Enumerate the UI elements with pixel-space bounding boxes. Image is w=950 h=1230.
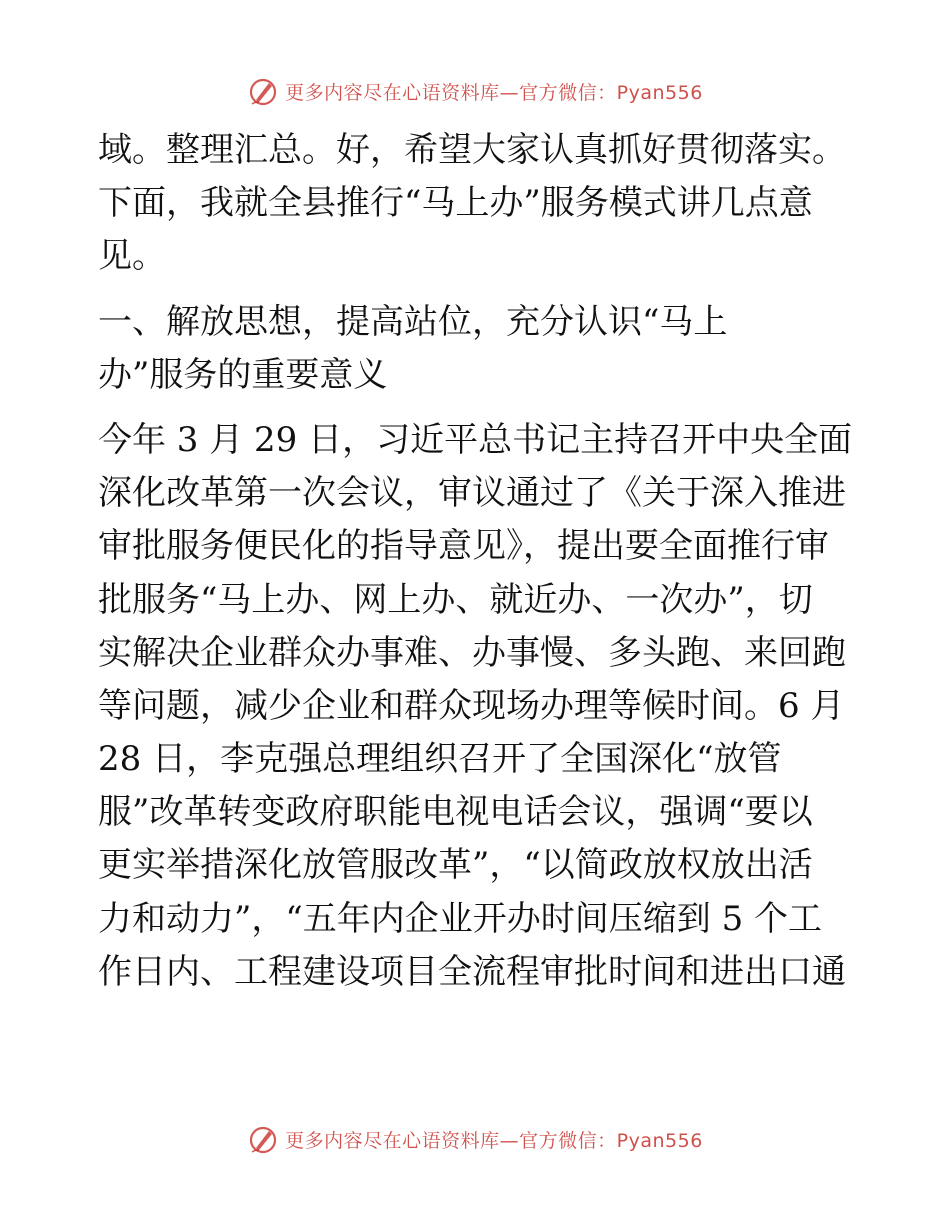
text-line: 域。整理汇总。好，希望大家认真抓好贯彻落实。 (98, 130, 846, 170)
section-heading: 办”服务的重要意义 (98, 354, 388, 395)
text-line: 下面，我就全县推行“马上办”服务模式讲几点意 (98, 183, 813, 224)
paragraph-line: 深化改革第一次会议，审议通过了《关于深入推进 (98, 473, 846, 514)
section-heading: 一、解放思想，提高站位，充分认识“马上 (98, 301, 728, 342)
feather-pen-logo-icon (247, 75, 279, 107)
paragraph-line: 等问题，减少企业和群众现场办理等候时间。6 月 (98, 685, 845, 726)
document-body (98, 124, 858, 999)
paragraph-line: 实解决企业群众办事难、办事慢、多头跑、来回跑 (98, 632, 846, 673)
feather-pen-logo-icon (247, 1123, 279, 1155)
paragraph-line: 更实举措深化放管服改革”，“以简政放权放出活 (98, 845, 813, 886)
header-watermark (0, 74, 950, 108)
paragraph-line: 作日内、工程建设项目全流程审批时间和进出口通 (98, 951, 846, 992)
paragraph-line: 今年 3 月 29 日，习近平总书记主持召开中央全面 (98, 419, 853, 460)
paragraph-line: 服”改革转变政府职能电视电话会议，强调“要以 (98, 792, 813, 833)
paragraph-line: 审批服务便民化的指导意见》，提出要全面推行审 (98, 526, 829, 567)
watermark-text: 更多内容尽在心语资料库—官方微信：Pyan556 (285, 1129, 703, 1152)
paragraph-line: 批服务“马上办、网上办、就近办、一次办”，切 (98, 579, 813, 620)
paragraph-line: 28 日，李克强总理组织召开了全国深化“放管 (98, 739, 782, 780)
paragraph-line: 力和动力”，“五年内企业开办时间压缩到 5 个工 (98, 898, 823, 939)
text-line: 见。 (98, 236, 166, 277)
watermark-text: 更多内容尽在心语资料库—官方微信：Pyan556 (285, 81, 703, 104)
footer-watermark (0, 1122, 950, 1156)
